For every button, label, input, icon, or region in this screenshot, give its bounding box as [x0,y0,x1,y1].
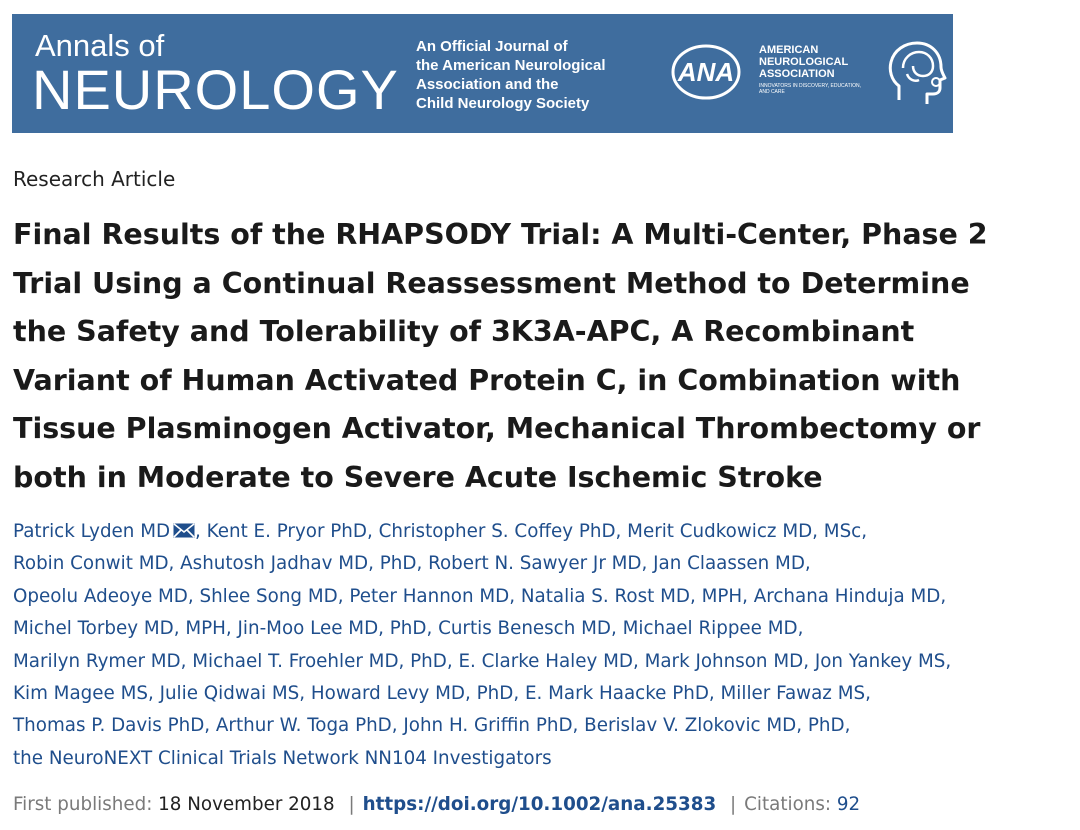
ana-logo-text: ANA [677,57,735,87]
author-separator: , [641,553,654,575]
official-line: the American Neurological [416,57,606,74]
ana-name-line: ASSOCIATION [759,68,835,80]
title-line: Variant of Human Activated Protein C, in Combination with [13,363,961,397]
article-title [13,211,1073,502]
author-separator: , [225,618,238,640]
ana-name-line: AMERICAN [759,44,819,56]
title-line: the Safety and Tolerability of 3K3A-APC, A Recombinant [13,315,915,348]
journal-banner[interactable] [12,14,953,133]
citations-count-link[interactable]: 92 [836,794,861,815]
author-link[interactable]: Michael T. Froehler MD, PhD [192,650,447,672]
author-separator: , [509,585,521,607]
citations-label: Citations: [744,794,832,815]
author-link[interactable]: Howard Levy MD, PhD [310,683,514,705]
author-separator: , [337,585,350,607]
author-link[interactable]: Merit Cudkowicz MD, MSc [627,521,862,542]
author-separator: , [299,683,311,705]
author-separator: , [632,650,645,672]
ana-name [759,44,848,80]
author-separator: , [180,650,193,672]
title-line: both in Moderate to Severe Acute Ischemic Stroke [13,460,823,494]
ana-logo-icon [670,41,742,103]
author-link[interactable]: Patrick Lyden MD [13,521,171,542]
author-line [13,548,951,580]
official-line: Association and the [416,76,559,93]
author-line [13,581,951,613]
official-journal-statement [416,37,606,113]
author-link[interactable]: Christopher S. Coffey PhD [378,521,616,542]
author-separator: , [804,553,811,575]
author-link[interactable]: Kent E. Pryor PhD [206,521,367,542]
author-separator: , [615,521,628,542]
author-line [13,646,951,678]
journal-logo[interactable] [32,28,399,121]
title-line: Final Results of the RHAPSODY Trial: A Multi-Center, Phase 2 [13,218,988,251]
author-separator: , [708,683,721,705]
author-separator: , [865,683,871,705]
author-separator: , [945,650,952,672]
author-line [13,678,951,710]
author-list [13,516,951,775]
author-link[interactable]: Julie Qidwai MS [159,683,300,705]
author-separator: , [803,650,815,672]
article-type-label: Research Article [13,167,176,191]
author-link[interactable]: Shlee Song MD [199,585,338,607]
author-separator: , [391,715,404,737]
author-separator: , [204,715,216,737]
journal-name-big: NEUROLOGY [32,58,399,121]
author-line [13,613,951,645]
author-link[interactable]: E. Clarke Haley MD [458,650,633,672]
author-link[interactable]: John H. Griffin PhD [403,715,573,737]
author-link[interactable]: Peter Hannon MD [349,585,510,607]
author-line [13,743,951,775]
author-separator: , [861,521,868,542]
author-link[interactable]: Marilyn Rymer MD [13,650,181,672]
author-separator: , [147,683,160,705]
author-separator: , [742,585,754,607]
author-link[interactable]: E. Mark Haacke PhD [524,683,709,705]
ana-name-line: NEUROLOGICAL [759,56,849,68]
author-link[interactable]: Arthur W. Toga PhD [215,715,392,737]
author-link[interactable]: Robin Conwit MD [13,553,169,575]
author-link[interactable]: Natalia S. Rost MD, MPH [520,585,743,607]
author-separator: , [366,521,379,542]
first-published-date: 18 November 2018 [158,794,335,815]
publication-info [13,794,860,815]
author-separator: , [572,715,585,737]
doi-link[interactable]: https://doi.org/10.1002/ana.25383 [362,794,717,815]
info-divider: | [729,794,737,815]
author-separator: , [940,585,947,607]
title-line: Trial Using a Continual Reassessment Method to Determine [13,266,970,300]
author-link[interactable]: Mark Johnson MD [644,650,804,672]
author-link[interactable]: Berislav V. Zlokovic MD, PhD [584,715,845,737]
author-separator: , [797,618,804,640]
author-separator: , [610,618,623,640]
author-separator: , [446,650,459,672]
author-link[interactable]: the NeuroNEXT Clinical Trials Network NN104 Investigators [13,747,552,769]
ana-tagline: INNOVATORS IN DISCOVERY, EDUCATION, AND CARE [759,83,861,95]
email-icon[interactable] [173,523,195,538]
author-link[interactable]: Archana Hinduja MD [753,585,941,607]
official-line: An Official Journal of [416,38,568,55]
author-link[interactable]: Michel Torbey MD, MPH [13,618,226,640]
author-link[interactable]: Curtis Benesch MD [438,618,611,640]
journal-name-small: Annals of [35,28,165,63]
author-separator: , [426,618,439,640]
author-link[interactable]: Robert N. Sawyer Jr MD [428,553,642,575]
author-separator: , [513,683,525,705]
author-link[interactable]: Kim Magee MS [13,683,148,705]
author-line [13,710,951,742]
author-link[interactable]: Miller Fawaz MS [720,683,866,705]
official-line: Child Neurology Society [416,95,590,112]
author-link[interactable]: Jin-Moo Lee MD, PhD [237,618,427,640]
author-separator: , [416,553,429,575]
author-link[interactable]: Michael Rippee MD [622,618,798,640]
author-link[interactable]: Ashutosh Jadhav MD, PhD [180,553,417,575]
first-published-label: First published: [13,794,153,815]
head-profile-icon [885,38,947,110]
author-link[interactable]: Opeolu Adeoye MD [13,585,188,607]
author-separator: , [195,521,207,542]
author-link[interactable]: Jon Yankey MS [814,650,946,672]
author-separator: , [168,553,181,575]
author-link[interactable]: Thomas P. Davis PhD [13,715,205,737]
author-separator: , [844,715,851,737]
author-separator: , [187,585,200,607]
title-line: Tissue Plasminogen Activator, Mechanical Thrombectomy or [13,412,981,445]
author-link[interactable]: Jan Claassen MD [653,553,805,575]
author-line [13,516,951,548]
info-divider: | [348,794,355,815]
